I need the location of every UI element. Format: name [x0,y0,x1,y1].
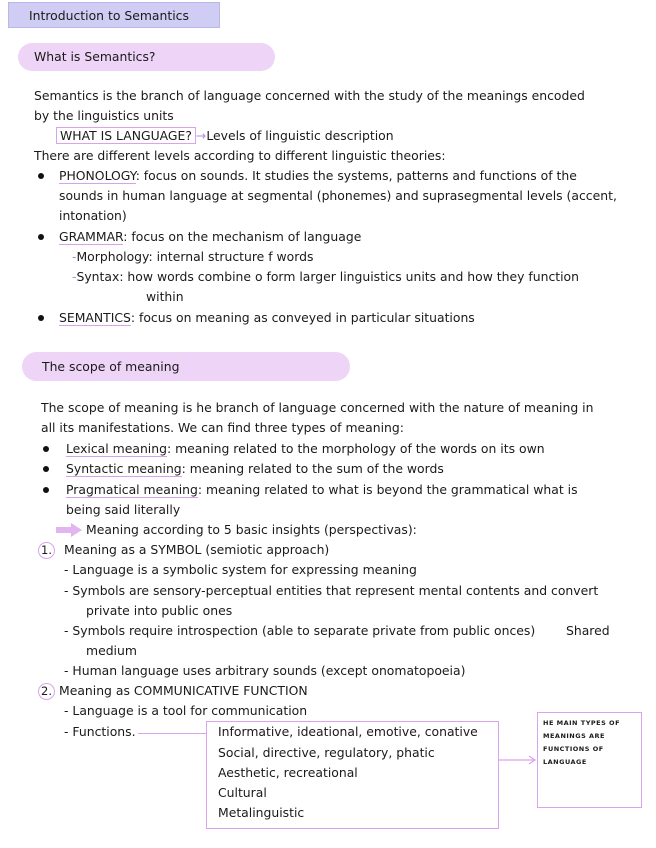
lexical-text: : meaning related to the morphology of the words on its own [166,441,545,456]
phonology-line2: sounds in human language at segmental (phonemes) and suprasegmental levels (accent, [59,188,617,203]
morphology-text: Morphology: internal structure f words [76,249,314,264]
insights-line: Meaning according to 5 basic insights (perspectivas): [86,522,417,537]
insight2-item-a-text: Language is a tool for communication [72,703,308,718]
grammar-term: GRAMMAR [59,229,124,244]
semantics-line [59,308,475,328]
insight1-item-c2: medium [86,643,137,658]
grammar-line [59,227,361,247]
functions-label: Functions. [72,724,136,739]
thick-arrow-icon [56,523,82,537]
phonology-text: : focus on sounds. It studies the systems, patterns and functions of the [135,168,577,183]
semantics-def-line1: Semantics is the branch of language concerned with the study of the meanings encoded [34,88,585,103]
syntactic-term: Syntactic meaning [66,461,182,476]
insight-number-1: 1. [38,542,55,559]
grammar-text: : focus on the mechanism of language [123,229,362,244]
insight2-item-b: - Functions. [64,724,136,739]
insight1-shared: Shared [566,623,610,638]
pragmatical-line1 [66,480,578,500]
what-is-language-box: WHAT IS LANGUAGE? [56,127,196,144]
functions-connector [138,733,206,734]
function-item: Aesthetic, recreational [218,765,358,780]
arrow-right-icon [499,755,537,765]
bullet-icon [43,487,49,493]
note-text: HE MAIN TYPES OF MEANINGS ARE FUNCTIONS OF LANGUAGE [543,719,621,766]
semantics-term: SEMANTICS [59,310,131,325]
syntax-line1 [72,267,579,287]
insight1-item-a-text: Language is a symbolic system for expressing meaning [72,562,417,577]
insight2-title: Meaning as COMMUNICATIVE FUNCTION [59,683,308,698]
insight-number-2: 2. [38,683,55,700]
phonology-term: PHONOLOGY [59,168,136,183]
pragmatical-term: Pragmatical meaning [66,482,198,497]
syntax-line2: within [146,289,184,304]
scope-def-line1: The scope of meaning is he branch of language concerned with the nature of meaning in [41,400,594,415]
insight1-item-b1: - Symbols are sensory-perceptual entities that represent mental contents and convert [64,583,599,598]
function-item: Social, directive, regulatory, phatic [218,745,435,760]
pragmatical-line2: being said literally [66,502,181,517]
levels-label: Levels of linguistic description [206,128,394,143]
insight1-item-d-text: Human language uses arbitrary sounds (except onomatopoeia) [72,663,466,678]
insight1-item-a: - Language is a symbolic system for expressing meaning [64,562,417,577]
syntax-text: Syntax: how words combine o form larger linguistics units and how they function [76,269,579,284]
bullet-icon [43,446,49,452]
semantics-def-line2: by the linguistics units [34,108,174,123]
syntactic-text: : meaning related to the sum of the words [181,461,444,476]
lexical-term: Lexical meaning [66,441,167,456]
function-item: Metalinguistic [218,805,305,820]
arrow-right-icon: → [195,128,207,143]
bullet-icon [38,234,44,240]
insight1-item-b2: private into public ones [86,603,233,618]
scope-def-line2: all its manifestations. We can find three types of meaning: [41,420,404,435]
phonology-line1 [59,166,577,186]
phonology-line3: intonation) [59,208,127,223]
function-item: Informative, ideational, emotive, conative [218,724,478,739]
semantics-text: : focus on meaning as conveyed in particular situations [130,310,475,325]
bullet-icon [43,466,49,472]
insight1-item-b-text: Symbols are sensory-perceptual entities that represent mental contents and convert [72,583,599,598]
section-heading-what-is-semantics: What is Semantics? [18,43,275,71]
morphology-line [72,247,313,267]
insight1-item-d: - Human language uses arbitrary sounds (except onomatopoeia) [64,663,466,678]
lexical-line [66,439,545,459]
insight1-title: Meaning as a SYMBOL (semiotic approach) [64,542,330,557]
function-item: Cultural [218,785,267,800]
syntactic-line [66,459,444,479]
section-heading-scope-of-meaning: The scope of meaning [22,352,350,381]
what-is-language-line [56,126,394,146]
levels-intro: There are different levels according to different linguistic theories: [34,148,446,163]
insight1-item-c1: - Symbols require introspection (able to separate private from public onces) [64,623,536,638]
page-title: Introduction to Semantics [8,2,220,28]
note-box [537,712,642,808]
bullet-icon [38,315,44,321]
dash-icon: - [72,269,77,284]
bullet-icon [38,173,44,179]
pragmatical-text: : meaning related to what is beyond the grammatical what is [197,482,578,497]
insight2-item-a: - Language is a tool for communication [64,703,308,718]
dash-icon: - [72,249,77,264]
insight1-item-c-text: Symbols require introspection (able to separate private from public onces) [72,623,536,638]
